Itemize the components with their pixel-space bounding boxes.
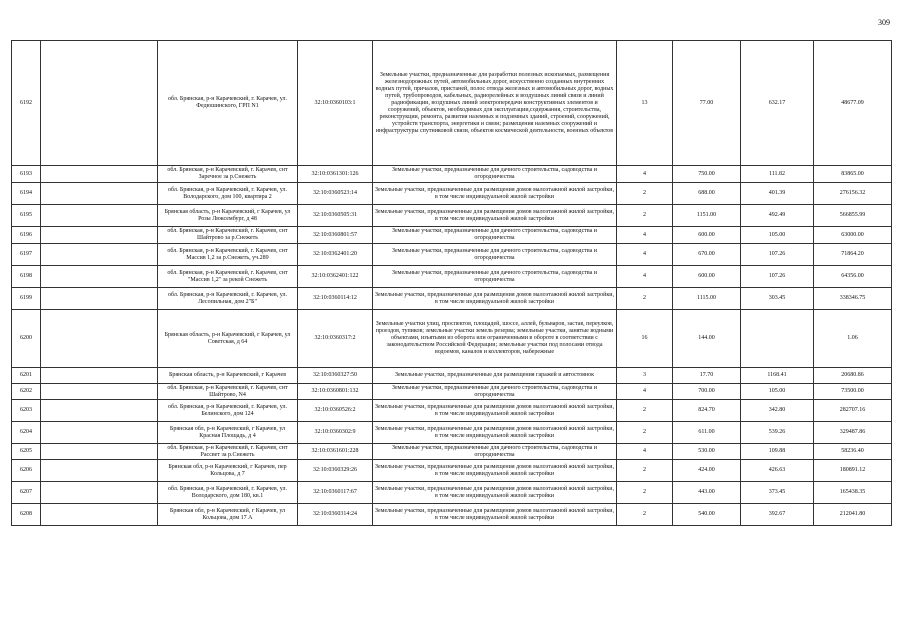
empty-cell	[41, 460, 158, 482]
row-number: 6204	[12, 422, 41, 444]
cadastral-number-cell: 32:10:0362401:20	[298, 244, 373, 266]
address-cell: обл. Брянская, р-н Карачевский, г. Карачев, снт Массив 1,2 за р.Снежеть, уч.289	[158, 244, 298, 266]
group-code-cell: 4	[617, 166, 673, 183]
empty-cell	[41, 205, 158, 227]
empty-cell	[41, 504, 158, 526]
cadastral-number-cell: 32:10:0360103:1	[298, 41, 373, 166]
address-cell: обл. Брянская, р-н Карачевский, г. Карачев, ул. Белинского, дом 124	[158, 400, 298, 422]
cadastral-number-cell: 32:10:0360327:50	[298, 368, 373, 384]
row-number: 6201	[12, 368, 41, 384]
cadastral-number-cell: 32:10:0360302:9	[298, 422, 373, 444]
group-code-cell: 2	[617, 400, 673, 422]
group-code-cell: 3	[617, 368, 673, 384]
group-code-cell: 2	[617, 460, 673, 482]
empty-cell	[41, 288, 158, 310]
land-use-cell: Земельные участки, предназначенные для размещения домов малоэтажной жилой застройки, в том числе индивидуальной жилой застройки	[373, 183, 617, 205]
rate-cell: 426.63	[741, 460, 814, 482]
row-number: 6195	[12, 205, 41, 227]
area-cell: 824.70	[673, 400, 741, 422]
address-cell: обл. Брянская, р-н Карачевский, г. Карачев, снт Шайтрово, N4	[158, 384, 298, 400]
table-row	[12, 244, 892, 266]
table-row	[12, 400, 892, 422]
address-cell: Брянская обл, р-н Карачевский, г Карачев, ул Кольцова, дом 17 А	[158, 504, 298, 526]
rate-cell: 492.49	[741, 205, 814, 227]
area-cell: 17.70	[673, 368, 741, 384]
empty-cell	[41, 422, 158, 444]
address-cell: обл. Брянская, р-н Карачевский, г. Карачев, ул. Володарского, дом 180, кв.1	[158, 482, 298, 504]
address-cell: обл. Брянская, р-н Карачевский, г. Карачев, ул. Володарского, дом 100, квартира 2	[158, 183, 298, 205]
row-number: 6203	[12, 400, 41, 422]
empty-cell	[41, 227, 158, 244]
table-row	[12, 444, 892, 460]
area-cell: 530.00	[673, 444, 741, 460]
cadastral-value-cell: 165438.35	[814, 482, 892, 504]
group-code-cell: 2	[617, 422, 673, 444]
cadastral-number-cell: 32:10:0360314:24	[298, 504, 373, 526]
empty-cell	[41, 384, 158, 400]
land-registry-table	[11, 40, 892, 526]
row-number: 6207	[12, 482, 41, 504]
empty-cell	[41, 482, 158, 504]
land-use-cell: Земельные участки, предназначенные для размещения домов малоэтажной жилой застройки, в том числе индивидуальной жилой застройки	[373, 482, 617, 504]
area-cell: 670.00	[673, 244, 741, 266]
land-use-cell: Земельные участки, предназначенные для размещения домов малоэтажной жилой застройки, в том числе индивидуальной жилой застройки	[373, 205, 617, 227]
rate-cell: 109.88	[741, 444, 814, 460]
group-code-cell: 4	[617, 266, 673, 288]
rate-cell: 107.26	[741, 244, 814, 266]
empty-cell	[41, 266, 158, 288]
address-cell: Брянская обл, р-н Карачевский, г Карачев, пер Кольцова, д 7	[158, 460, 298, 482]
cadastral-value-cell: 20680.86	[814, 368, 892, 384]
group-code-cell: 2	[617, 205, 673, 227]
table-row	[12, 41, 892, 166]
rate-cell: 392.67	[741, 504, 814, 526]
cadastral-value-cell: 180891.12	[814, 460, 892, 482]
rate-cell: 401.39	[741, 183, 814, 205]
cadastral-value-cell: 338346.75	[814, 288, 892, 310]
address-cell: обл. Брянская, р-н Карачевский, г. Карачев, снт Шайтрово за р.Снежеть	[158, 227, 298, 244]
rate-cell: 105.00	[741, 227, 814, 244]
cadastral-value-cell: 1.06	[814, 310, 892, 368]
area-cell: 443.00	[673, 482, 741, 504]
cadastral-number-cell: 32:10:0360317:2	[298, 310, 373, 368]
land-use-cell: Земельные участки, предназначенные для размещения гаражей и автостоянок	[373, 368, 617, 384]
cadastral-number-cell: 32:10:0361301:126	[298, 166, 373, 183]
empty-cell	[41, 41, 158, 166]
table-row	[12, 227, 892, 244]
table-row	[12, 482, 892, 504]
address-cell: Брянская обл, р-н Карачевский, г Карачев, ул Красная Площадь, д 4	[158, 422, 298, 444]
land-use-cell: Земельные участки, предназначенные для разработки полезных ископаемых, размещения железнодорожных путей, автомобильных дорог, искусственно созданных внутренних водных путей, причалов, пристаней, полос отвода железных и автомобильных дорог, водных путей, трубопроводов, кабельных, радиорелейных и воздушных линий связи и линий радиофикации, воздушных линий электропередачи конструктивных элементов и сооружений, объектов, необходимых для эксплуатации,содержания, строительства, реконструкции, ремонта, развития наземных и подземных зданий, строений, сооружений, устройств транспорта, энергетики и связи; размещения наземных сооружений и инфраструктуры спутниковой связи, объектов космической деятельности, военных объектов	[373, 41, 617, 166]
group-code-cell: 4	[617, 444, 673, 460]
cadastral-value-cell: 64356.00	[814, 266, 892, 288]
rate-cell: 105.00	[741, 384, 814, 400]
area-cell: 144.00	[673, 310, 741, 368]
address-cell: обл. Брянская, р-н Карачевский, г. Карачев, ул. Федюшинского, ГРП N1	[158, 41, 298, 166]
group-code-cell: 2	[617, 482, 673, 504]
table-row	[12, 384, 892, 400]
rate-cell: 373.45	[741, 482, 814, 504]
rate-cell: 539.26	[741, 422, 814, 444]
address-cell: обл. Брянская, р-н Карачевский, г. Карачев, снт Рассвет за р.Снежеть	[158, 444, 298, 460]
empty-cell	[41, 368, 158, 384]
rate-cell: 1168.41	[741, 368, 814, 384]
table-row	[12, 166, 892, 183]
table-row	[12, 422, 892, 444]
area-cell: 424.00	[673, 460, 741, 482]
land-use-cell: Земельные участки, предназначенные для размещения домов малоэтажной жилой застройки, в том числе индивидуальной жилой застройки	[373, 422, 617, 444]
rate-cell: 111.82	[741, 166, 814, 183]
land-use-cell: Земельные участки, предназначенные для дачного строительства, садоводства и огородничества	[373, 227, 617, 244]
cadastral-number-cell: 32:10:0361601:228	[298, 444, 373, 460]
cadastral-number-cell: 32:10:0360117:67	[298, 482, 373, 504]
group-code-cell: 4	[617, 227, 673, 244]
land-use-cell: Земельные участки, предназначенные для размещения домов малоэтажной жилой застройки, в том числе индивидуальной жилой застройки	[373, 400, 617, 422]
land-use-cell: Земельные участки улиц, проспектов, площадей, шоссе, аллей, бульваров, застав, переулков, проездов, тупиков; земельные участки земель резерва; земельные участки, занятые водными объектами, изъятыми из оборота или ограниченными в обороте в соответствии с законодательством Российской Федерации; земельные участки под полосами отвода водоемов, каналов и коллекторов, набережные	[373, 310, 617, 368]
cadastral-value-cell: 63000.00	[814, 227, 892, 244]
table-row	[12, 183, 892, 205]
address-cell: Брянская область, р-н Карачевский, г Карачев, ул Советская, д 64	[158, 310, 298, 368]
table-row	[12, 460, 892, 482]
page-number: 309	[878, 18, 890, 27]
area-cell: 688.00	[673, 183, 741, 205]
group-code-cell: 16	[617, 310, 673, 368]
cadastral-number-cell: 32:10:0360329:26	[298, 460, 373, 482]
row-number: 6194	[12, 183, 41, 205]
address-cell: обл. Брянская, р-н Карачевский, г. Карачев, ул. Лесопильная, дом 2"Б"	[158, 288, 298, 310]
cadastral-number-cell: 32:10:0360801:57	[298, 227, 373, 244]
land-use-cell: Земельные участки, предназначенные для размещения домов малоэтажной жилой застройки, в том числе индивидуальной жилой застройки	[373, 288, 617, 310]
rate-cell: 303.45	[741, 288, 814, 310]
area-cell: 600.00	[673, 266, 741, 288]
row-number: 6208	[12, 504, 41, 526]
group-code-cell: 2	[617, 504, 673, 526]
cadastral-number-cell: 32:10:0360801:132	[298, 384, 373, 400]
land-use-cell: Земельные участки, предназначенные для дачного строительства, садоводства и огородничества	[373, 444, 617, 460]
row-number: 6200	[12, 310, 41, 368]
row-number: 6205	[12, 444, 41, 460]
group-code-cell: 4	[617, 244, 673, 266]
empty-cell	[41, 444, 158, 460]
cadastral-number-cell: 32:10:0360505:31	[298, 205, 373, 227]
table-row	[12, 205, 892, 227]
cadastral-value-cell: 212041.80	[814, 504, 892, 526]
rate-cell	[741, 310, 814, 368]
land-use-cell: Земельные участки, предназначенные для дачного строительства, садоводства и огородничества	[373, 166, 617, 183]
cadastral-value-cell: 566855.99	[814, 205, 892, 227]
cadastral-number-cell: 32:10:0360526:2	[298, 400, 373, 422]
address-cell: Брянская область, р-н Карачевский, г Карачев	[158, 368, 298, 384]
cadastral-value-cell: 329487.86	[814, 422, 892, 444]
table-row	[12, 288, 892, 310]
row-number: 6202	[12, 384, 41, 400]
area-cell: 540.00	[673, 504, 741, 526]
empty-cell	[41, 244, 158, 266]
empty-cell	[41, 310, 158, 368]
row-number: 6193	[12, 166, 41, 183]
group-code-cell: 2	[617, 183, 673, 205]
land-use-cell: Земельные участки, предназначенные для размещения домов малоэтажной жилой застройки, в том числе индивидуальной жилой застройки	[373, 460, 617, 482]
address-cell: Брянская область, р-н Карачевский, г Карачев, ул Розы Люксембург, д 48	[158, 205, 298, 227]
address-cell: обл. Брянская, р-н Карачевский, г. Карачев, снт Заречное за р.Снежеть	[158, 166, 298, 183]
area-cell: 700.00	[673, 384, 741, 400]
group-code-cell: 13	[617, 41, 673, 166]
area-cell: 600.00	[673, 227, 741, 244]
land-use-cell: Земельные участки, предназначенные для дачного строительства, садоводства и огородничества	[373, 384, 617, 400]
cadastral-value-cell: 276156.32	[814, 183, 892, 205]
area-cell: 1151.00	[673, 205, 741, 227]
row-number: 6199	[12, 288, 41, 310]
cadastral-value-cell: 282707.16	[814, 400, 892, 422]
cadastral-number-cell: 32:10:0360114:12	[298, 288, 373, 310]
row-number: 6206	[12, 460, 41, 482]
area-cell: 77.00	[673, 41, 741, 166]
cadastral-value-cell: 71864.20	[814, 244, 892, 266]
row-number: 6196	[12, 227, 41, 244]
table-row	[12, 504, 892, 526]
rate-cell: 632.17	[741, 41, 814, 166]
row-number: 6197	[12, 244, 41, 266]
rate-cell: 342.80	[741, 400, 814, 422]
rate-cell: 107.26	[741, 266, 814, 288]
row-number: 6198	[12, 266, 41, 288]
group-code-cell: 2	[617, 288, 673, 310]
area-cell: 750.00	[673, 166, 741, 183]
table-row	[12, 368, 892, 384]
cadastral-value-cell: 48677.09	[814, 41, 892, 166]
land-use-cell: Земельные участки, предназначенные для размещения домов малоэтажной жилой застройки, в том числе индивидуальной жилой застройки	[373, 504, 617, 526]
table-row	[12, 266, 892, 288]
cadastral-value-cell: 83865.00	[814, 166, 892, 183]
area-cell: 611.00	[673, 422, 741, 444]
land-use-cell: Земельные участки, предназначенные для дачного строительства, садоводства и огородничества	[373, 266, 617, 288]
row-number: 6192	[12, 41, 41, 166]
area-cell: 1115.00	[673, 288, 741, 310]
group-code-cell: 4	[617, 384, 673, 400]
cadastral-number-cell: 32:10:0362401:122	[298, 266, 373, 288]
empty-cell	[41, 400, 158, 422]
table-row	[12, 310, 892, 368]
cadastral-number-cell: 32:10:0360523:14	[298, 183, 373, 205]
land-use-cell: Земельные участки, предназначенные для дачного строительства, садоводства и огородничества	[373, 244, 617, 266]
empty-cell	[41, 166, 158, 183]
cadastral-value-cell: 73500.00	[814, 384, 892, 400]
address-cell: обл. Брянская, р-н Карачевский, г. Карачев, снт "Массив 1,2" за рекой Снежеть	[158, 266, 298, 288]
cadastral-value-cell: 58236.40	[814, 444, 892, 460]
empty-cell	[41, 183, 158, 205]
